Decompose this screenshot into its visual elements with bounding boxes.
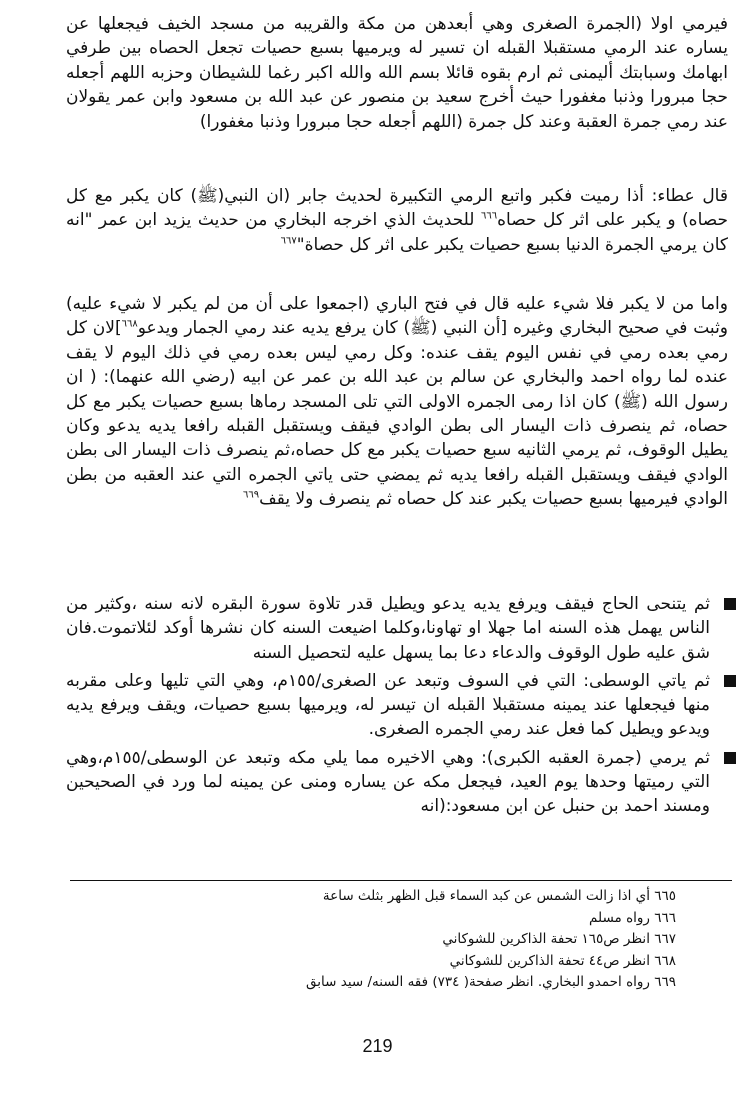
square-bullet-icon: [724, 752, 736, 764]
list-item: [66, 746, 738, 819]
list-item-text: ثم يتنحى الحاج فيقف ويرفع يديه يدعو ويطيل قدر تلاوة سورة البقره لانه سنه ،وكثير من الناس يهمل هذه السنه اما جهلا او تهاونا،وكلما اضيعت السنه كان نشرها أوكد لئلاتموت.فان شق عليه طول الوقوف والدعاء دعا بما يسهل عليه لتحصيل السنه: [66, 594, 710, 663]
square-bullet-icon: [724, 675, 736, 687]
list-item: [66, 669, 738, 742]
bullet-list: [66, 592, 738, 823]
footnote-665: ٦٦٥ أي اذا زالت الشمس عن كبد السماء قبل الظهر بثلث ساعة: [322, 888, 676, 904]
footnote-divider: [70, 880, 732, 881]
paragraph-2-body: [66, 184, 728, 257]
footnote-ref-666[interactable]: ٦٦٦: [481, 210, 498, 222]
paragraph-2-text: قال عطاء: أذا رميت فكبر واتبع الرمي التكبيرة لحديث جابر (ان النبي(ﷺ) كان يكبر مع كل حصاه) و يكبر على اثر كل حصاه: [66, 186, 729, 231]
paragraph-2-text-continued: للحديث الذي اخرجه البخاري من حديث يزيد ابن عمر "انه كان يرمي الجمرة الدنيا بسبع حصيات يكبر على اثر كل حصاة": [66, 210, 728, 255]
list-item: [66, 592, 738, 665]
footnotes: [200, 886, 676, 994]
paragraph-3-text: واما من لا يكبر فلا شيء عليه قال في فتح الباري (اجمعوا على أن من لم يكبر لا شيء عليه) وثبت في صحيح البخاري وغيره [أن النبي (ﷺ) كان يرفع يديه عند رمي الجمار ويدعو: [66, 294, 729, 339]
footnote-ref-668[interactable]: ٦٦٨: [121, 318, 138, 330]
list-item-text: ثم ياتي الوسطى: التي في السوف وتبعد عن الصغرى/١٥٥م، وهي التي تليها وعلى مقربه منها فيجعلها عند يمينه مستقبلا القبله ان تيسر له، ويرميها بسبع حصيات، ويقف ويرفع يديه ويدعو ويطيل كما فعل عند رمي الجمره الصغرى.: [66, 670, 710, 740]
footnote-667: ٦٦٧ انظر ص١٦٥ تحفة الذاكرين للشوكاني: [442, 931, 676, 947]
footnote-ref-667[interactable]: ٦٦٧: [280, 235, 297, 247]
footnote-669: ٦٦٩ رواه احمدو البخاري. انظر صفحة( ٧٣٤) فقه السنه/ سيد سابق: [306, 974, 676, 990]
square-bullet-icon: [724, 598, 736, 610]
paragraph-1: [66, 12, 728, 134]
footnote-666: ٦٦٦ رواه مسلم: [589, 909, 676, 926]
paragraph-2: [66, 184, 728, 257]
list-item-text: ثم يرمي (جمرة العقبه الكبرى): وهي الاخيره مما يلي مكه وتبعد عن الوسطى/١٥٥م،وهي التي رميتها وحدها يوم العيد، فيجعل مكه عن يساره ومنى عن يمينه لما ورد في الصحيحين ومسند احمد بن حنبل عن ابن مسعود:(انه: [66, 747, 710, 817]
paragraph-3-text-continued: ]لان كل رمي بعده رمي في نفس اليوم يقف عنده: وكل رمي ليس بعده رمي في ذلك اليوم لا يقف عنده لما رواه احمد والبخاري عن سالم بن عبد الله بن عمر عن ابيه (رضي الله عنهما): ( ان رسول الله (ﷺ) كان اذا رمى الجمره الاولى التي تلى المسجد رماها بسبع حصيات يكبر مع كل حصاه، ثم ينصرف ذات اليسار الى بطن الوادي فيقف ويستقبل القبله رافعا يديه يدعو وكان يطيل الوقوف، ثم يرمي الثانيه سبع حصيات يكبر مع كل حصاه،ثم ينصرف ذات اليسار الى بطن الوادي فيقف ويستقبل القبله رافعا يديه ثم يمضي حتى ياتي الجمره التي عند العقبه من بطن الوادي فيرميها بسبع حصيات يكبر عند كل حصاه ثم ينصرف ولا يقف: [66, 318, 728, 510]
paragraph-3: [66, 292, 728, 512]
paragraph-3-body: [66, 292, 728, 512]
footnote-668: ٦٦٨ انظر ص٤٤ تحفة الذاكرين للشوكاني: [449, 952, 676, 969]
page-number: 219: [362, 1036, 393, 1056]
paragraph-1-text: فيرمي اولا (الجمرة الصغرى وهي أبعدهن من مكة والقريبه من مسجد الخيف فيجعلها عن يساره عند الرمي مستقبلا القبله ان تسير له ويرميها بسبع حصيات تجعل الحصاه بين طرفي ابهامك وسبابتك أليمنى ثم ارم بقوه قائلا بسم الله والله اكبر رغما للشيطان وحزبه اللهم أجعله حجا مبرورا وذنبا مغفورا حيث أخرج سعيد بن منصور عن عبد الله بن مسعود وابن عمر يقولان عند رمي جمرة العقبة وعند كل جمرة (اللهم أجعله حجا مبرورا وذنبا مغفورا): [66, 14, 728, 132]
footnote-ref-669[interactable]: ٦٦٩: [243, 489, 260, 501]
